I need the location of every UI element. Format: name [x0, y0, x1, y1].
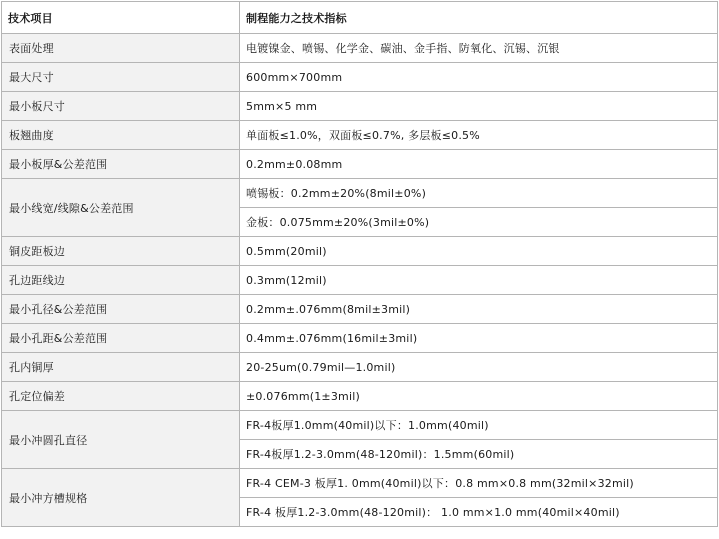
spec-value: 0.4mm±.076mm(16mil±3mil): [240, 324, 718, 353]
table-row: [2, 295, 718, 324]
item-label: 最大尺寸: [2, 63, 240, 92]
item-label: 铜皮距板边: [2, 237, 240, 266]
table-row: [2, 324, 718, 353]
spec-value: 0.2mm±.076mm(8mil±3mil): [240, 295, 718, 324]
item-label: 最小冲圆孔直径: [2, 411, 240, 469]
spec-value: FR-4 CEM-3 板厚1. 0mm(40mil)以下：0.8 mm×0.8 mm(32mil×32mil): [240, 469, 718, 498]
spec-value: 电镀镍金、喷锡、化学金、碳油、金手指、防氧化、沉锡、沉银: [240, 34, 718, 63]
item-label: 最小线宽/线隙&公差范围: [2, 179, 240, 237]
spec-value: 单面板≤1.0%，双面板≤0.7%, 多层板≤0.5%: [240, 121, 718, 150]
process-capability-table: [1, 1, 718, 527]
table-row: [2, 34, 718, 63]
table-row: [2, 382, 718, 411]
spec-value: 5mm×5 mm: [240, 92, 718, 121]
item-label: 最小孔距&公差范围: [2, 324, 240, 353]
table-row: [2, 237, 718, 266]
table-row: [2, 353, 718, 382]
header-spec: 制程能力之技术指标: [240, 2, 718, 34]
spec-value: 0.2mm±0.08mm: [240, 150, 718, 179]
item-label: 最小孔径&公差范围: [2, 295, 240, 324]
item-label: 孔定位偏差: [2, 382, 240, 411]
table-row: [2, 411, 718, 440]
spec-value: FR-4 板厚1.2-3.0mm(48-120mil)： 1.0 mm×1.0 mm(40mil×40mil): [240, 498, 718, 527]
spec-value: 0.3mm(12mil): [240, 266, 718, 295]
table-row: [2, 63, 718, 92]
spec-value: 0.5mm(20mil): [240, 237, 718, 266]
spec-value: 金板：0.075mm±20%(3mil±0%): [240, 208, 718, 237]
table-row: [2, 150, 718, 179]
item-label: 板翘曲度: [2, 121, 240, 150]
spec-value: 600mm×700mm: [240, 63, 718, 92]
spec-value: 20-25um(0.79mil—1.0mil): [240, 353, 718, 382]
table-row: [2, 121, 718, 150]
item-label: 最小板厚&公差范围: [2, 150, 240, 179]
table-row: [2, 266, 718, 295]
header-item: 技术项目: [2, 2, 240, 34]
table-header-row: [2, 2, 718, 34]
spec-value: FR-4板厚1.2-3.0mm(48-120mil)：1.5mm(60mil): [240, 440, 718, 469]
table-row: [2, 469, 718, 498]
spec-value: 喷锡板：0.2mm±20%(8mil±0%): [240, 179, 718, 208]
table-row: [2, 92, 718, 121]
item-label: 孔边距线边: [2, 266, 240, 295]
table-row: [2, 179, 718, 208]
spec-value: FR-4板厚1.0mm(40mil)以下：1.0mm(40mil): [240, 411, 718, 440]
item-label: 最小冲方槽规格: [2, 469, 240, 527]
spec-value: ±0.076mm(1±3mil): [240, 382, 718, 411]
item-label: 表面处理: [2, 34, 240, 63]
item-label: 最小板尺寸: [2, 92, 240, 121]
item-label: 孔内铜厚: [2, 353, 240, 382]
